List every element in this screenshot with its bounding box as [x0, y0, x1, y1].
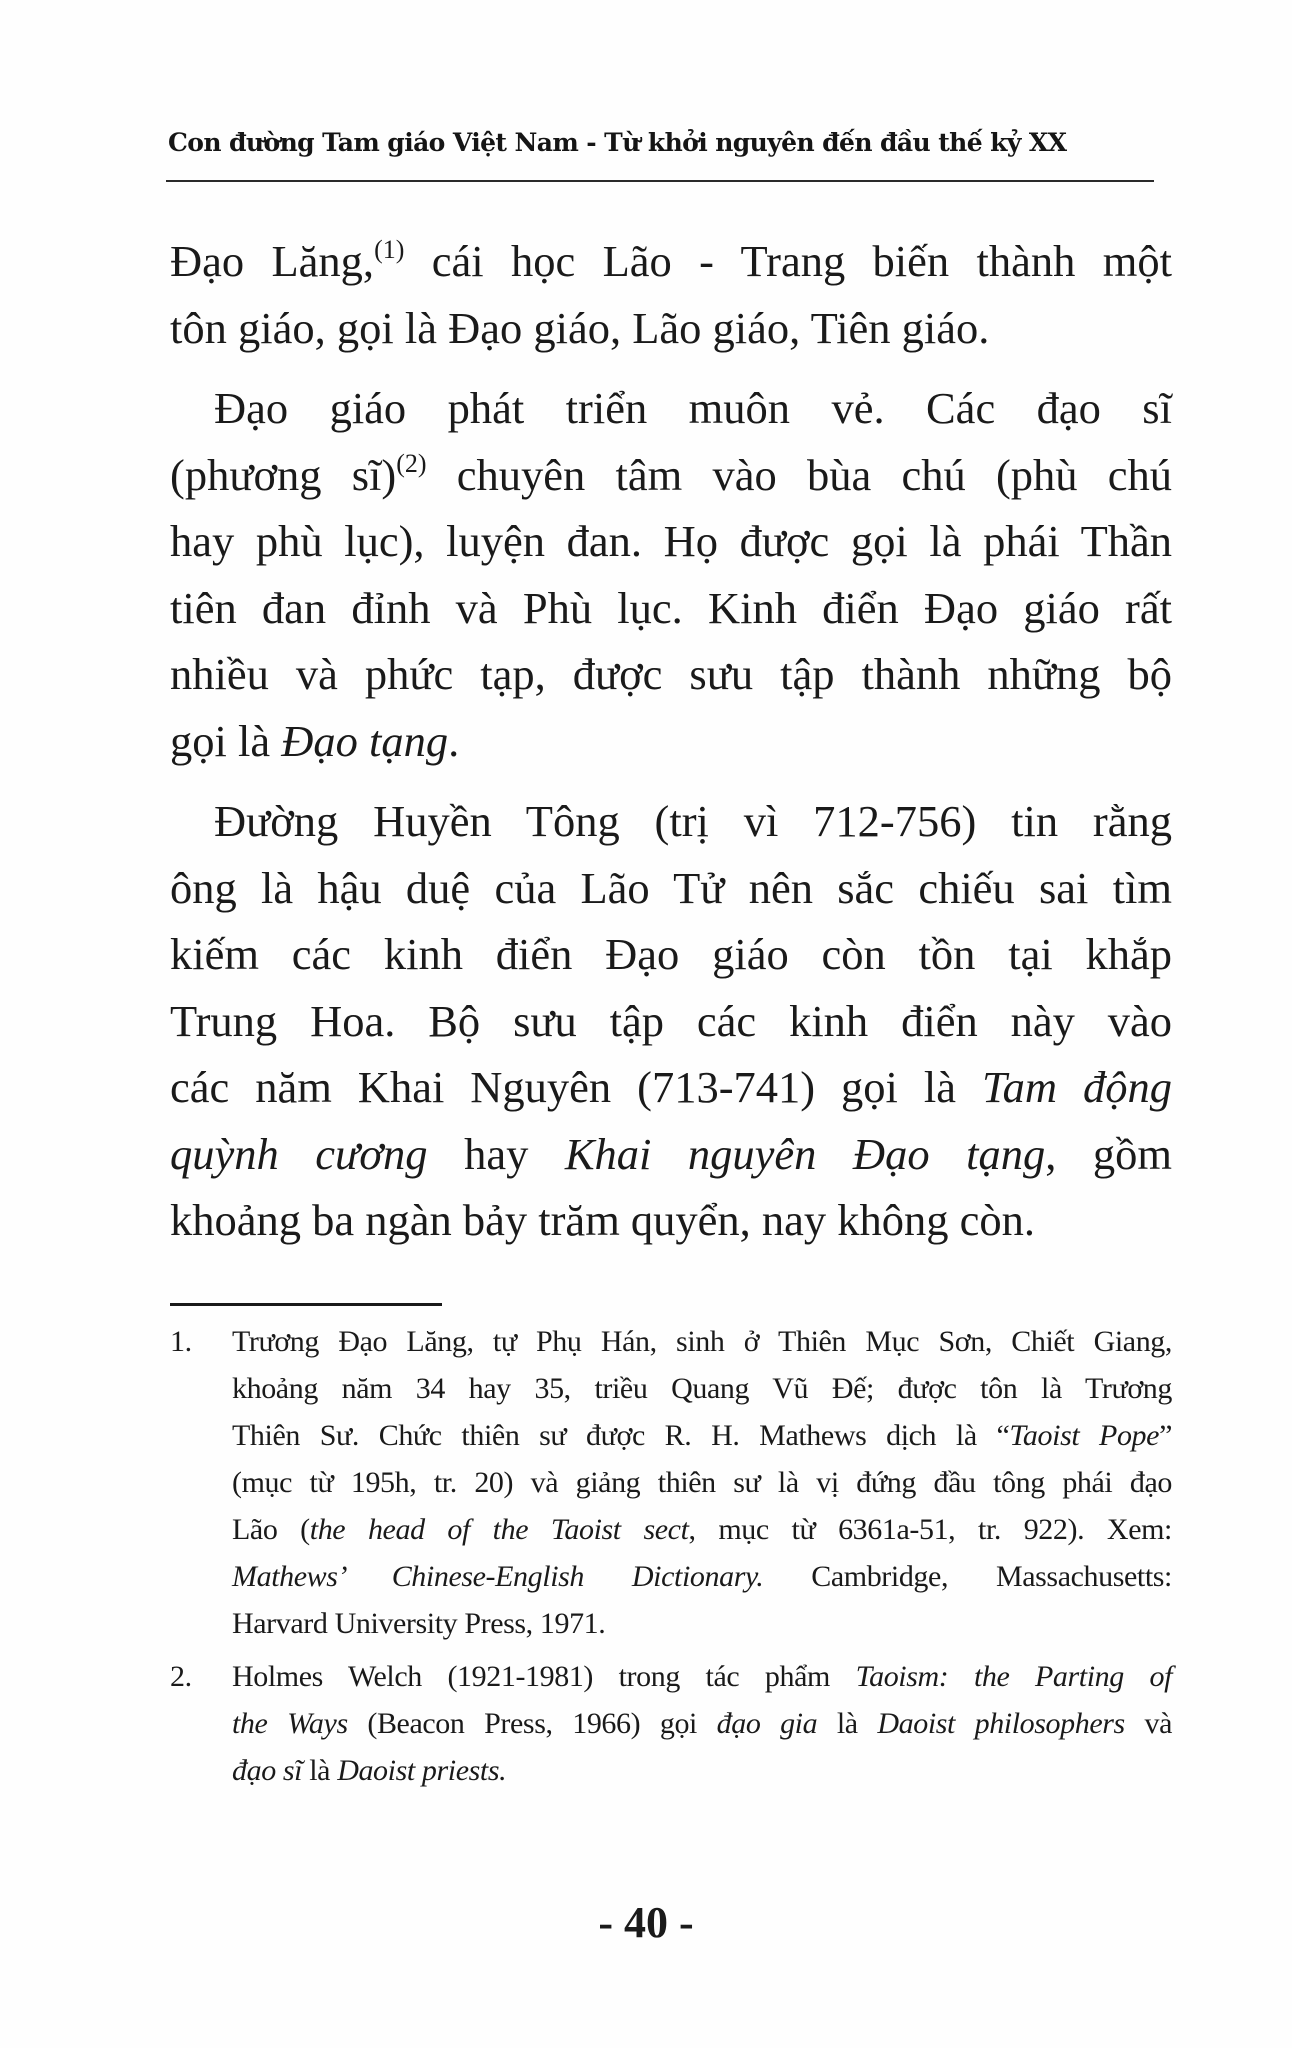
footnotes	[170, 1318, 1172, 1800]
text-run: , gồm	[1045, 1128, 1172, 1179]
italic-text: đạo sĩ	[232, 1754, 303, 1787]
text-run: tiên đan đỉnh và Phù lục. Kinh điển Đạo giáo rất	[170, 582, 1172, 633]
footnote-line	[232, 1653, 1172, 1700]
footnote-line	[232, 1553, 1172, 1600]
body-text	[170, 228, 1172, 1268]
footnote-line	[232, 1747, 1172, 1794]
footnote-line	[232, 1506, 1172, 1553]
text-run: ”	[1159, 1419, 1172, 1452]
italic-text: the head of the Taoist sect	[309, 1513, 689, 1546]
footnote-number: 2.	[170, 1660, 192, 1693]
text-run: (phương sĩ)	[170, 449, 397, 500]
text-run: Trương Đạo Lăng, tự Phụ Hán, sinh ở Thiên Mục Sơn, Chiết Giang,	[232, 1325, 1172, 1358]
text-run: cái học Lão - Trang biến thành một	[404, 236, 1172, 286]
italic-text: Daoist priests.	[337, 1754, 507, 1787]
text-run: hay	[427, 1128, 565, 1179]
paragraph	[170, 375, 1172, 774]
text-run: khoảng ba ngàn bảy trăm quyển, nay không còn.	[170, 1195, 1036, 1245]
text-line	[170, 988, 1172, 1055]
text-run: là	[817, 1707, 878, 1740]
italic-text: Taoism: the Parting of	[855, 1660, 1173, 1693]
running-header: Con đường Tam giáo Việt Nam - Từ khởi nguyên đến đầu thế kỷ XX	[168, 128, 1067, 157]
text-run: hay phù lục), luyện đan. Họ được gọi là phái Thần	[170, 516, 1172, 566]
text-line	[170, 788, 1172, 855]
text-run: nhiều và phức tạp, được sưu tập thành những bộ	[170, 649, 1172, 699]
text-run: Cambridge, Massachusetts:	[763, 1560, 1172, 1593]
text-run: Thiên Sư. Chức thiên sư được R. H. Mathews dịch là “	[232, 1419, 1010, 1452]
text-line	[170, 1121, 1172, 1188]
text-run: Holmes Welch (1921-1981) trong tác phẩm	[232, 1660, 856, 1693]
italic-text: Daoist philosophers	[877, 1707, 1125, 1740]
footnote-reference: (1)	[374, 235, 405, 264]
text-line	[170, 1054, 1172, 1121]
italic-text: đạo gia	[716, 1707, 818, 1740]
text-line	[170, 228, 1172, 295]
page-number: - 40 -	[598, 1898, 694, 1947]
footnote-separator-rule	[170, 1303, 442, 1306]
footnote-reference: (2)	[396, 448, 427, 478]
text-line	[170, 442, 1172, 509]
italic-text: Tam động	[981, 1062, 1172, 1112]
text-run: Lão (	[232, 1513, 310, 1546]
text-run: , mục từ 6361a-51, tr. 922). Xem:	[688, 1513, 1172, 1546]
text-run: Harvard University Press, 1971.	[232, 1607, 606, 1640]
italic-text: quỳnh cương	[170, 1128, 428, 1179]
text-run: các năm Khai Nguyên (713-741) gọi là	[170, 1062, 982, 1112]
text-run: và	[1124, 1707, 1172, 1740]
text-run: (Beacon Press, 1966) gọi	[347, 1707, 717, 1740]
text-run: chuyên tâm vào bùa chú (phù chú	[426, 449, 1172, 500]
footnote	[170, 1318, 1172, 1647]
text-run: Đạo Lăng,	[170, 236, 375, 286]
footnote-line	[232, 1700, 1172, 1747]
text-line	[170, 575, 1172, 642]
text-line	[170, 1187, 1172, 1254]
footnote-line	[232, 1600, 1172, 1647]
text-line	[170, 295, 1172, 362]
text-run: kiếm các kinh điển Đạo giáo còn tồn tại khắp	[170, 929, 1172, 979]
text-run: (mục từ 195h, tr. 20) và giảng thiên sư là vị đứng đầu tông phái đạo	[232, 1466, 1172, 1499]
paragraph	[170, 228, 1172, 361]
italic-text: Đạo tạng	[281, 715, 449, 766]
text-run: gọi là	[170, 715, 282, 766]
text-line	[170, 855, 1172, 922]
text-run: khoảng năm 34 hay 35, triều Quang Vũ Đế; được tôn là Trương	[232, 1372, 1172, 1405]
footnote	[170, 1653, 1172, 1794]
text-run: tôn giáo, gọi là Đạo giáo, Lão giáo, Tiên giáo.	[170, 302, 990, 353]
footnote-number: 1.	[170, 1325, 192, 1358]
italic-text: Khai nguyên Đạo tạng	[564, 1128, 1046, 1179]
text-line	[170, 708, 1172, 775]
text-line	[170, 375, 1172, 442]
text-line	[170, 641, 1172, 708]
footnote-line	[232, 1459, 1172, 1506]
italic-text: Taoist Pope	[1009, 1419, 1160, 1452]
italic-text: Mathews’ Chinese-English Dictionary.	[232, 1560, 764, 1593]
text-line	[170, 508, 1172, 575]
text-run: Trung Hoa. Bộ sưu tập các kinh điển này vào	[170, 995, 1172, 1046]
footnote-line	[232, 1318, 1172, 1365]
footnote-line	[232, 1412, 1172, 1459]
text-run: .	[448, 715, 460, 766]
paragraph	[170, 788, 1172, 1254]
header-rule	[166, 180, 1154, 182]
text-line	[170, 921, 1172, 988]
text-run: Đạo giáo phát triển muôn vẻ. Các đạo sĩ	[214, 383, 1172, 433]
text-run: Đường Huyền Tông (trị vì 712-756) tin rằng	[214, 796, 1172, 846]
text-run: là	[302, 1754, 338, 1787]
footnote-line	[232, 1365, 1172, 1412]
text-run: ông là hậu duệ của Lão Tử nên sắc chiếu sai tìm	[170, 862, 1172, 913]
italic-text: the Ways	[232, 1707, 348, 1740]
